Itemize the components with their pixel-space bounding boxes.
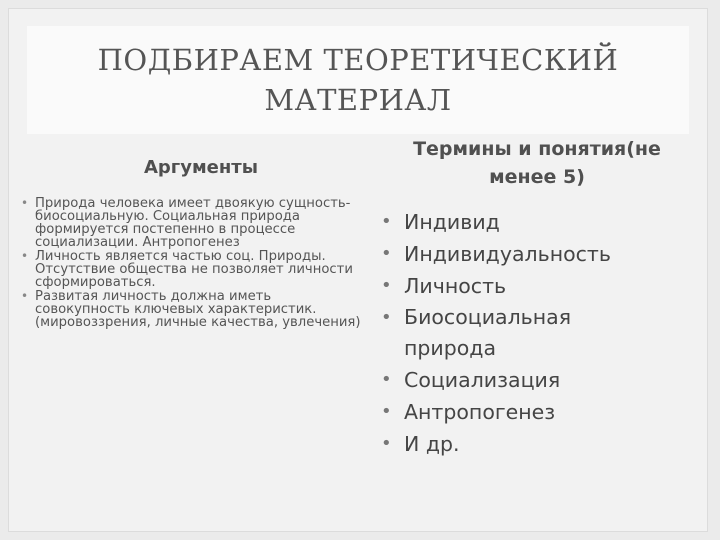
- slide-title: ПОДБИРАЕМ ТЕОРЕТИЧЕСКИЙ МАТЕРИАЛ: [97, 43, 619, 117]
- term-item: • Биосоциальная природа: [379, 302, 644, 364]
- bullet-icon: •: [381, 401, 392, 422]
- term-item: • Индивидуальность: [379, 238, 699, 270]
- bullet-icon: •: [21, 289, 29, 303]
- bullet-icon: •: [21, 249, 29, 263]
- bullet-icon: •: [21, 196, 29, 210]
- term-item: • Индивид: [379, 206, 699, 238]
- bullet-icon: •: [381, 211, 392, 232]
- term-item: • Личность: [379, 270, 699, 302]
- terms-heading: Термины и понятия(не менее 5): [413, 138, 661, 188]
- arguments-list: [21, 197, 366, 330]
- title-box: [27, 26, 689, 134]
- bullet-icon: •: [381, 275, 392, 296]
- argument-item: • Развитая личность должна иметь совокупность ключевых характеристик.(мировоззрения, личные качества, увлечения): [21, 289, 361, 330]
- bullet-icon: •: [381, 369, 392, 390]
- argument-item: • Личность является частью соц. Природы. Отсутствие общества не позволяет личности сформироваться.: [21, 249, 353, 290]
- arguments-heading: Аргументы: [143, 157, 259, 178]
- term-item: • Антропогенез: [379, 396, 699, 428]
- slide: [8, 8, 708, 532]
- bullet-icon: •: [381, 243, 392, 264]
- term-item: • И др.: [379, 428, 699, 460]
- bullet-icon: •: [381, 307, 392, 328]
- terms-list: [379, 206, 699, 460]
- argument-item: • Природа человека имеет двоякую сущность-биосоциальную. Социальная природа формируется постепенно в процессе социализации. Антропогенез: [21, 196, 351, 250]
- bullet-icon: •: [381, 433, 392, 454]
- term-item: • Социализация: [379, 364, 699, 396]
